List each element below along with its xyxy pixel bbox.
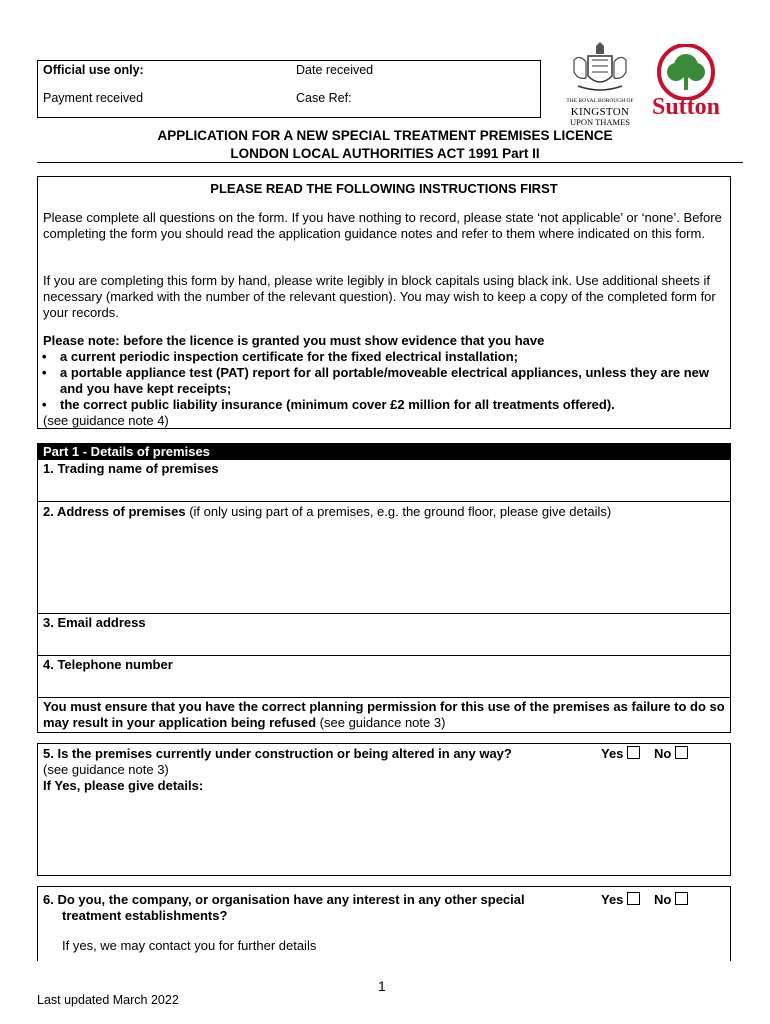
q6-label-line1: 6. Do you, the company, or organisation have any interest in any other special bbox=[43, 892, 525, 907]
planning-warning-bold: You must ensure that you have the correct planning permission for this use of the premises as failure to do so may result in your application being refused bbox=[43, 699, 725, 730]
kingston-logo bbox=[560, 42, 640, 127]
q6-label-line2: treatment establishments? bbox=[62, 908, 228, 923]
list-item: • a current periodic inspection certificate for the fixed electrical installation; bbox=[38, 349, 727, 365]
instructions-heading: PLEASE READ THE FOLLOWING INSTRUCTIONS FIRST bbox=[210, 181, 558, 196]
kingston-line2: KINGSTON bbox=[570, 106, 630, 118]
last-updated: Last updated March 2022 bbox=[37, 993, 179, 1007]
q2-label bbox=[43, 504, 727, 520]
list-item: • the correct public liability insurance (minimum cover £2 million for all treatments offered). bbox=[38, 397, 727, 413]
payment-received-label: Payment received bbox=[43, 91, 144, 105]
divider bbox=[38, 655, 730, 656]
kingston-line3: UPON THAMES bbox=[569, 117, 631, 127]
q6-no-label: No bbox=[654, 892, 672, 907]
official-use-label: Official use only: bbox=[43, 63, 144, 77]
telephone-field[interactable] bbox=[38, 674, 730, 696]
planning-warning bbox=[43, 699, 727, 731]
instructions-para1: Please complete all questions on the form. If you have nothing to record, please state ‘not applicable’ or ‘none’. Before completing the form you should read the application guidance notes and refer to them where indicated on this form. bbox=[43, 210, 722, 241]
form-title-line1: APPLICATION FOR A NEW SPECIAL TREATMENT PREMISES LICENCE bbox=[157, 128, 613, 143]
q6-yes-label: Yes bbox=[601, 892, 624, 907]
q2-label-bold: 2. Address of premises bbox=[43, 504, 186, 519]
list-item: • a portable appliance test (PAT) report for all portable/moveable electrical appliances, unless they are new and you have kept receipts; bbox=[38, 365, 727, 397]
divider bbox=[38, 886, 730, 887]
q5-yes-checkbox[interactable] bbox=[627, 746, 640, 759]
q5-note: (see guidance note 3) bbox=[43, 762, 169, 777]
sutton-name: Sutton bbox=[651, 94, 721, 120]
section-gap bbox=[37, 876, 731, 886]
evidence-list bbox=[38, 349, 727, 413]
kingston-line1: THE ROYAL BOROUGH OF bbox=[566, 98, 634, 104]
page-number: 1 bbox=[378, 978, 386, 994]
address-field[interactable] bbox=[38, 522, 730, 612]
date-received-label: Date received bbox=[296, 63, 374, 77]
part1-section bbox=[37, 443, 731, 961]
q5-no-label: No bbox=[654, 746, 672, 761]
instructions-note-intro: Please note: before the licence is granted you must show evidence that you have bbox=[43, 333, 545, 348]
q6-yes-checkbox[interactable] bbox=[627, 892, 640, 905]
part1-header: Part 1 - Details of premises bbox=[38, 444, 730, 460]
q6-note: If yes, we may contact you for further details bbox=[62, 938, 317, 953]
instructions-guidance: (see guidance note 4) bbox=[43, 413, 169, 428]
q5-details-field[interactable] bbox=[38, 796, 730, 874]
q5-details-label: If Yes, please give details: bbox=[43, 778, 204, 793]
divider bbox=[38, 743, 730, 744]
q4-label: 4. Telephone number bbox=[43, 657, 173, 672]
q2-label-rest: (if only using part of a premises, e.g. the ground floor, please give details) bbox=[185, 504, 612, 519]
form-title-line2: LONDON LOCAL AUTHORITIES ACT 1991 Part II bbox=[230, 146, 540, 161]
sutton-logo bbox=[640, 44, 732, 120]
sutton-tree-icon bbox=[640, 44, 732, 100]
instructions-para2: If you are completing this form by hand, please write legibly in block capitals using black ink. Use additional sheets if necessary (marked with the number of the relevant question). You may wish to keep a copy of the completed form for your records. bbox=[43, 273, 716, 320]
q5-yes-label: Yes bbox=[601, 746, 624, 761]
kingston-crest-icon bbox=[560, 42, 640, 94]
planning-warning-rest: (see guidance note 3) bbox=[316, 715, 446, 730]
divider bbox=[38, 697, 730, 698]
q5-yes-no bbox=[601, 746, 688, 762]
divider bbox=[38, 613, 730, 614]
section-gap bbox=[37, 733, 731, 743]
instructions-box bbox=[37, 176, 731, 429]
official-use-box bbox=[37, 60, 541, 118]
case-ref-label: Case Ref: bbox=[296, 91, 352, 105]
title-rule bbox=[37, 162, 743, 163]
q5-no-checkbox[interactable] bbox=[675, 746, 688, 759]
email-field[interactable] bbox=[38, 632, 730, 654]
q6-no-checkbox[interactable] bbox=[675, 892, 688, 905]
trading-name-field[interactable] bbox=[38, 480, 730, 500]
q6-yes-no bbox=[601, 892, 688, 908]
q5-label: 5. Is the premises currently under construction or being altered in any way? bbox=[43, 746, 512, 761]
divider bbox=[38, 501, 730, 502]
q3-label: 3. Email address bbox=[43, 615, 146, 630]
q1-label: 1. Trading name of premises bbox=[43, 461, 219, 476]
